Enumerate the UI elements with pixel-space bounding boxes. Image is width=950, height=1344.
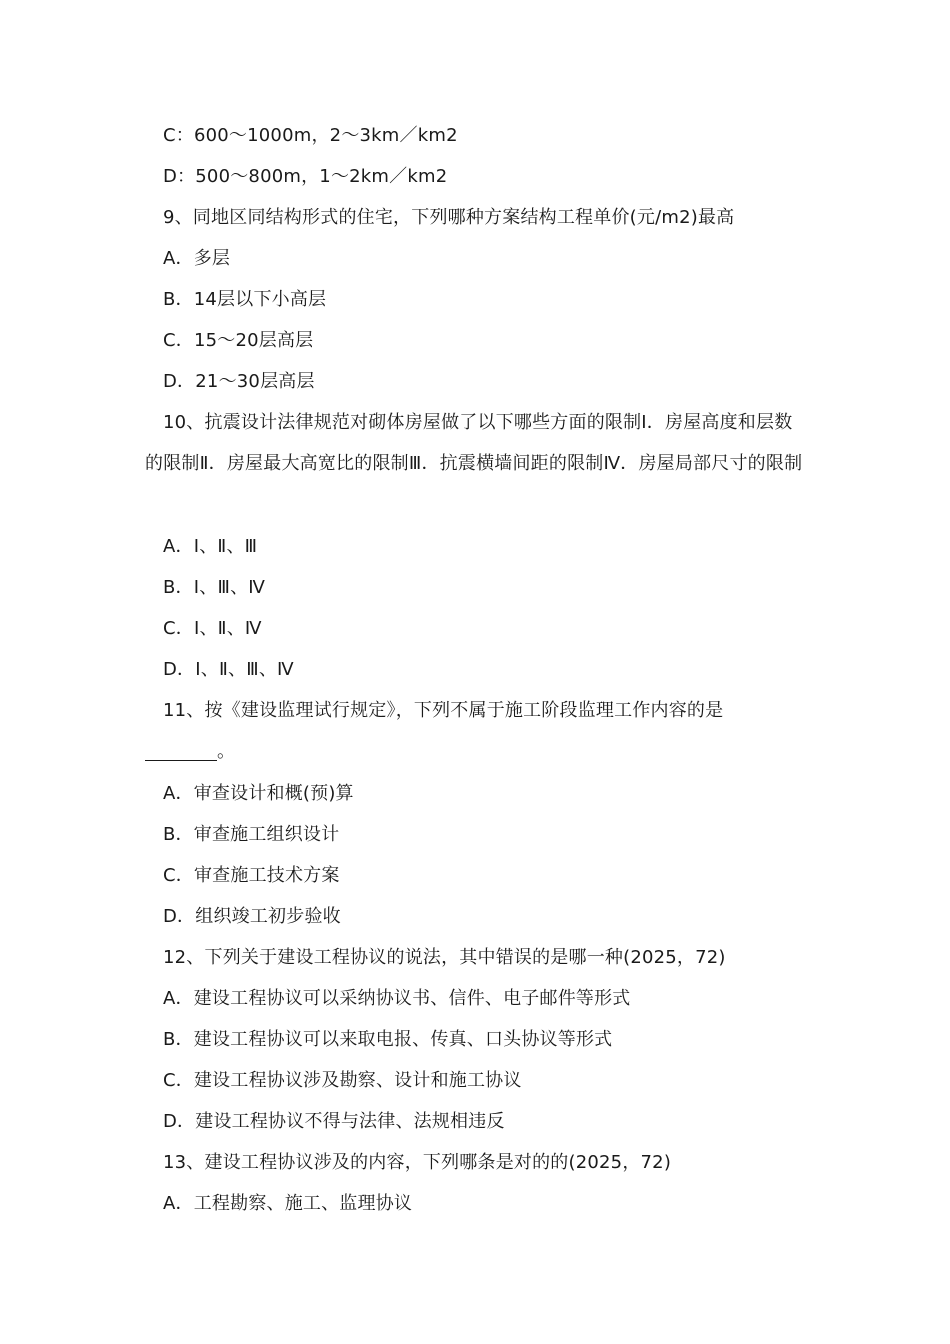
- option-d-q10: D．Ⅰ、Ⅱ、Ⅲ、Ⅳ: [163, 659, 294, 680]
- option-c-q8: C：600～1000m，2～3km／km2: [163, 125, 458, 146]
- option-c-q11: C．审查施工技术方案: [163, 865, 340, 886]
- option-d-q11: D．组织竣工初步验收: [163, 906, 341, 927]
- option-a-q13: A．工程勘察、施工、监理协议: [163, 1193, 413, 1214]
- option-b-q12: B．建设工程协议可以来取电报、传真、口头协议等形式: [163, 1029, 613, 1050]
- option-b-q11: B．审查施工组织设计: [163, 824, 340, 845]
- option-b-q9: B．14层以下小高层: [163, 289, 327, 310]
- option-a-q11: A．审查设计和概(预)算: [163, 783, 354, 804]
- option-c-q12: C．建设工程协议涉及勘察、设计和施工协议: [163, 1070, 522, 1091]
- option-d-q8: D：500～800m，1～2km／km2: [163, 166, 448, 187]
- option-c-q9: C．15～20层高层: [163, 330, 314, 351]
- question-10: 10、抗震设计法律规范对砌体房屋做了以下哪些方面的限制Ⅰ．房屋高度和层数的限制Ⅱ．房屋最大高宽比的限制Ⅲ．抗震横墙间距的限制Ⅳ．房屋局部尺寸的限制: [145, 412, 803, 474]
- option-a-q10: A．Ⅰ、Ⅱ、Ⅲ: [163, 536, 258, 557]
- question-11-blank-line: [145, 737, 235, 767]
- answer-blank: [145, 740, 217, 761]
- question-9: 9、同地区同结构形式的住宅，下列哪种方案结构工程单价(元/m2)最高: [163, 207, 735, 228]
- option-a-q12: A．建设工程协议可以采纳协议书、信件、电子邮件等形式: [163, 988, 631, 1009]
- option-b-q10: B．Ⅰ、Ⅲ、Ⅳ: [163, 577, 266, 598]
- question-12: 12、下列关于建设工程协议的说法，其中错误的是哪一种(2025，72): [163, 947, 726, 968]
- question-11: 11、按《建设监理试行规定》，下列不属于施工阶段监理工作内容的是: [163, 700, 724, 721]
- question-11-end: 。: [217, 741, 236, 762]
- question-13: 13、建设工程协议涉及的内容，下列哪条是对的的(2025，72): [163, 1152, 672, 1173]
- option-c-q10: C．Ⅰ、Ⅱ、Ⅳ: [163, 618, 262, 639]
- option-d-q9: D．21～30层高层: [163, 371, 315, 392]
- option-d-q12: D．建设工程协议不得与法律、法规相违反: [163, 1111, 505, 1132]
- option-a-q9: A．多层: [163, 248, 231, 269]
